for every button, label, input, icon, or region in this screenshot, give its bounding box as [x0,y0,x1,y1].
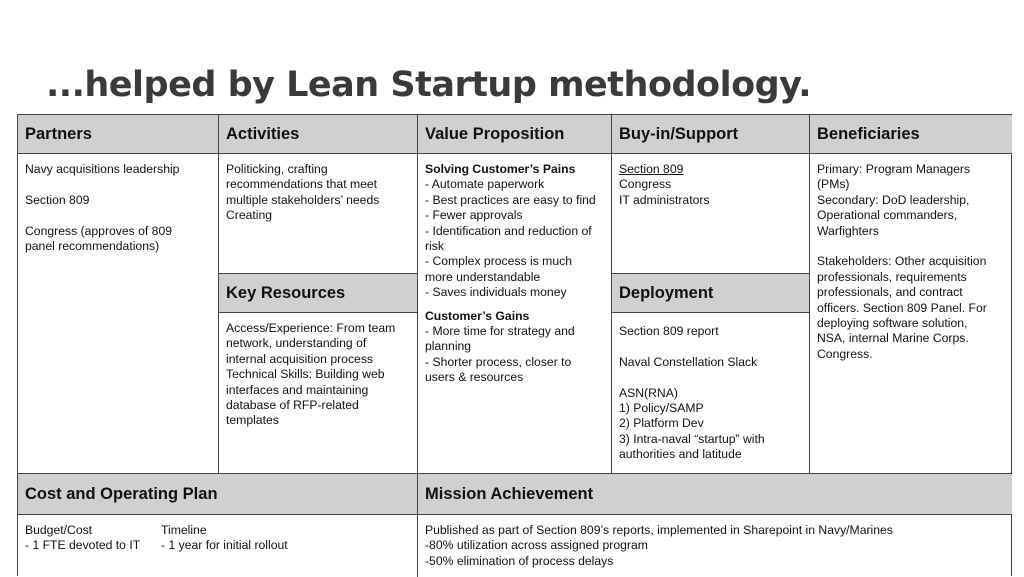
timeline-value: - 1 year for initial rollout [161,538,288,553]
timeline-block [161,523,288,554]
grid-divider [18,473,1011,474]
mission-header: Mission Achievement [418,474,1012,514]
pain-item: - Fewer approvals [425,208,523,223]
deployment-line: 3) Intra-naval “startup” with [619,431,765,446]
partners-body [18,154,218,254]
buy-in-line: Section 809 [619,162,684,176]
key-resources-line: internal acquisition process [226,351,374,366]
deployment-line: Naval Constellation Slack [619,354,758,369]
grid-divider [18,153,1011,154]
key-resources-line: database of RFP-related [226,398,359,413]
key-resources-line: interfaces and maintaining [226,382,369,397]
beneficiaries-line: officers. Section 809 Panel. For [817,300,987,315]
beneficiaries-line: professionals, requirements [817,269,967,284]
mission-line: Published as part of Section 809’s reports, implemented in Sharepoint in Navy/Marines [425,523,893,537]
partners-line: Section 809 [25,192,90,207]
activities-line: Politicking, crafting [226,162,328,176]
key-resources-line: network, understanding of [226,336,367,351]
pain-item: more understandable [425,269,541,284]
gain-item: planning [425,339,472,354]
activities-line: multiple stakeholders’ needs [226,192,380,207]
gain-item: - Shorter process, closer to [425,354,572,369]
grid-divider [809,115,810,474]
budget-label: Budget/Cost [25,523,93,537]
buy-in-body [612,154,809,208]
mission-line: -50% elimination of process delays [425,553,614,568]
deployment-body [612,313,809,463]
value-proposition-header: Value Proposition [418,115,611,153]
beneficiaries-body [810,154,1012,362]
beneficiaries-line: deploying software solution, [817,316,968,331]
slide-title: ...helped by Lean Startup methodology. [46,65,812,105]
mission-body [418,515,1012,577]
gain-item: users & resources [425,370,524,385]
deployment-line: Section 809 report [619,324,719,338]
pain-item: - Automate paperwork [425,177,545,192]
cost-header: Cost and Operating Plan [18,474,417,514]
partners-line: panel recommendations) [25,239,160,253]
mission-line: -80% utilization across assigned program [425,538,648,553]
pain-item: - Identification and reduction of [425,223,592,238]
budget-value: - 1 FTE devoted to IT [25,538,141,553]
gain-item: - More time for strategy and [425,324,575,339]
deployment-header: Deployment [612,274,809,312]
activities-header: Activities [219,115,417,153]
buy-in-line: Congress [619,177,672,192]
pains-heading: Solving Customer’s Pains [425,162,576,176]
partners-line: Navy acquisitions leadership [25,162,180,176]
activities-line: recommendations that meet [226,177,378,192]
cost-body [18,515,417,577]
beneficiaries-line: Operational commanders, [817,208,958,223]
activities-body [219,154,417,224]
grid-divider [218,273,418,274]
grid-divider [611,115,612,474]
activities-line: Creating [226,208,273,223]
beneficiaries-line: Stakeholders: Other acquisition [817,254,987,269]
grid-divider [218,115,219,474]
beneficiaries-line: Congress. [817,346,873,361]
deployment-line: 2) Platform Dev [619,416,704,431]
beneficiaries-line: NSA, internal Marine Corps. [817,331,969,346]
pain-item: - Best practices are easy to find [425,192,596,207]
deployment-line: authorities and latitude [619,447,742,462]
partners-header: Partners [18,115,218,153]
pain-item: - Saves individuals money [425,285,567,300]
beneficiaries-header: Beneficiaries [810,115,1012,153]
grid-divider [611,312,810,313]
grid-divider [611,273,810,274]
beneficiaries-line: Warfighters [817,223,879,238]
beneficiaries-line: Primary: Program Managers [817,162,971,176]
gains-heading: Customer’s Gains [425,308,530,323]
key-resources-header: Key Resources [219,274,417,312]
pain-item: - Complex process is much [425,254,572,269]
key-resources-body [219,313,417,429]
timeline-label: Timeline [161,523,207,537]
beneficiaries-line: (PMs) [817,177,850,192]
buy-in-line: IT administrators [619,192,710,207]
beneficiaries-line: professionals, and contract [817,285,963,300]
beneficiaries-line: Secondary: DoD leadership, [817,192,970,207]
grid-divider [417,115,418,577]
key-resources-line: Technical Skills: Building web [226,367,385,382]
deployment-line: ASN(RNA) [619,385,678,400]
pain-item: risk [425,239,444,254]
grid-divider [218,312,418,313]
buy-in-header: Buy-in/Support [612,115,809,153]
key-resources-line: Access/Experience: From team [226,321,396,335]
key-resources-line: templates [226,413,279,428]
value-proposition-body [418,154,611,386]
grid-divider [18,514,1011,515]
lean-canvas [17,114,1012,576]
partners-line: Congress (approves of 809 [25,223,173,238]
deployment-line: 1) Policy/SAMP [619,401,704,415]
